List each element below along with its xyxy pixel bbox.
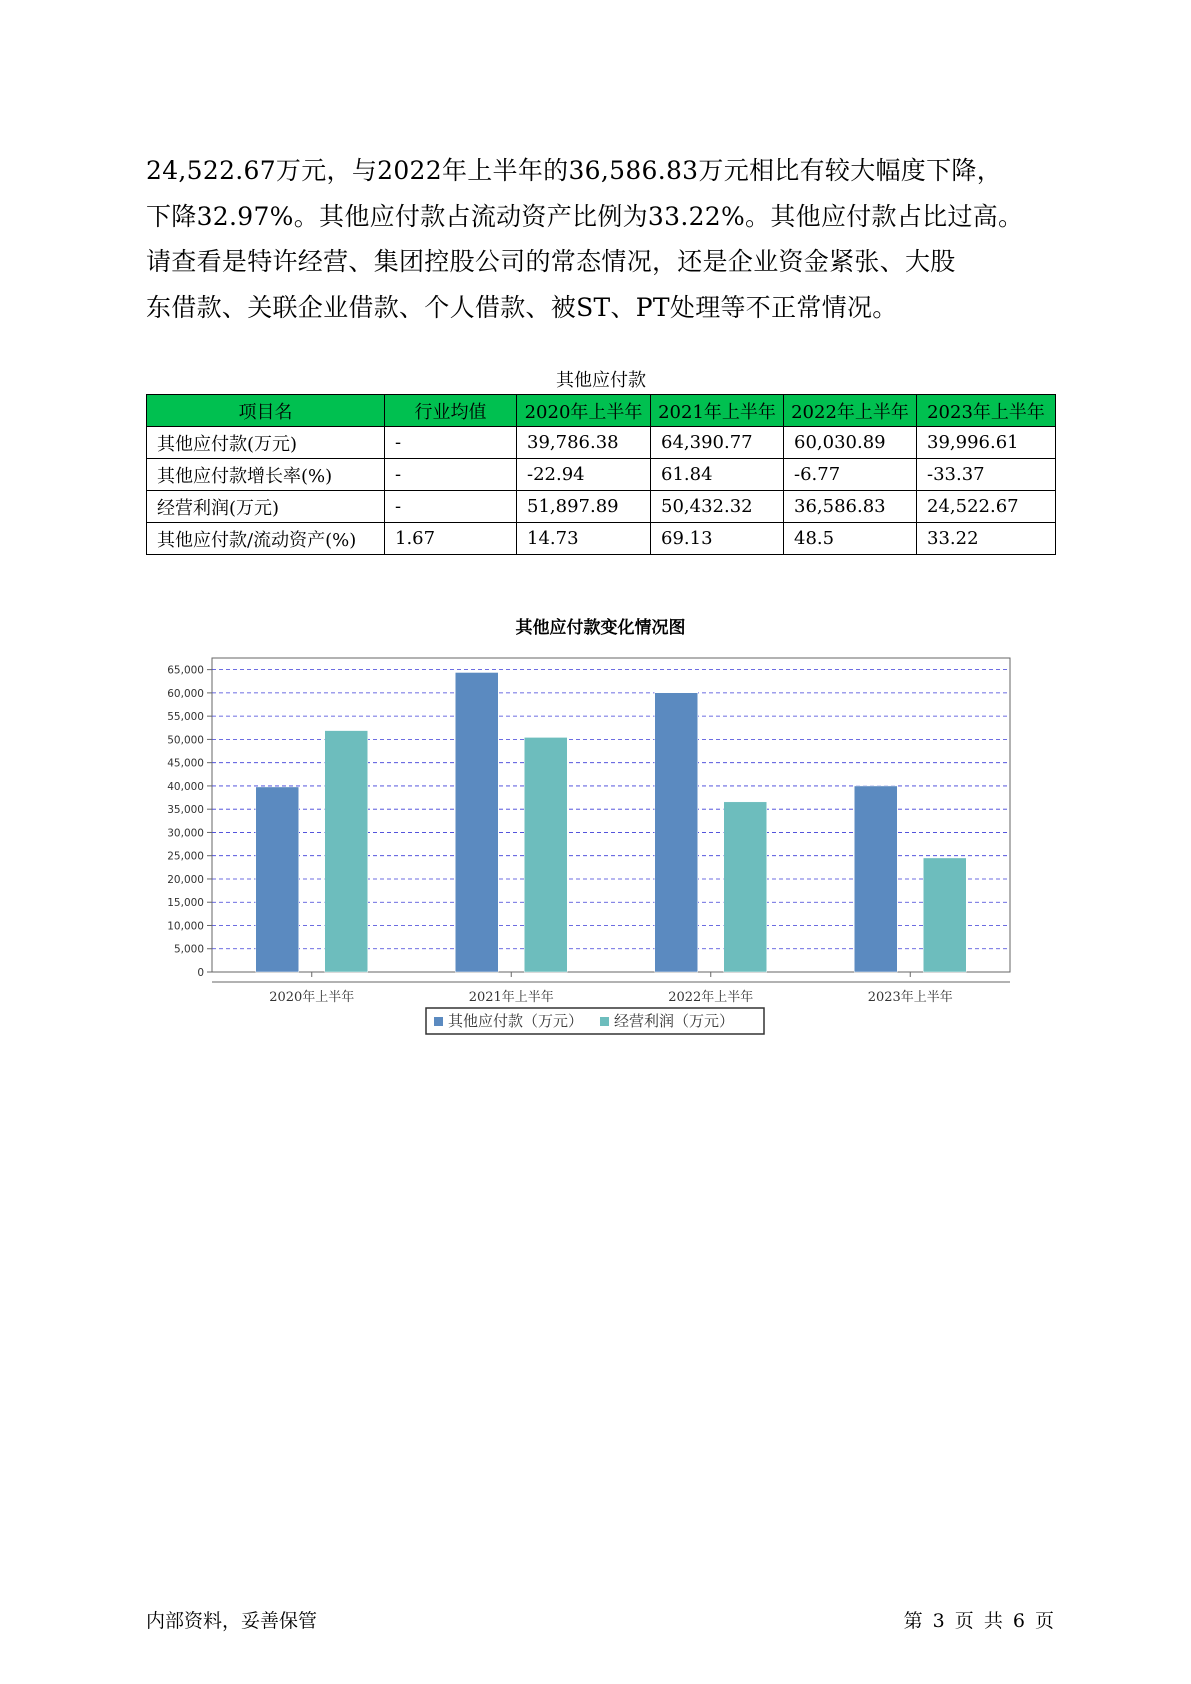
table-row bbox=[147, 491, 1056, 523]
bar bbox=[524, 737, 567, 972]
table-cell: 51,897.89 bbox=[517, 491, 651, 523]
table-cell: - bbox=[385, 459, 517, 491]
table-cell: 其他应付款/流动资产(%) bbox=[147, 523, 385, 555]
table-cell: 60,030.89 bbox=[784, 427, 917, 459]
paragraph-line: 请查看是特许经营、集团控股公司的常态情况，还是企业资金紧张、大股 bbox=[146, 247, 956, 276]
legend-swatch bbox=[434, 1017, 443, 1026]
header-cell: 2021年上半年 bbox=[651, 395, 784, 427]
table-row bbox=[147, 459, 1056, 491]
table-cell: 39,786.38 bbox=[517, 427, 651, 459]
x-tick-label: 2021年上半年 bbox=[468, 990, 554, 1005]
y-tick-label: 35,000 bbox=[167, 804, 204, 817]
y-tick-label: 25,000 bbox=[167, 850, 204, 863]
table-row bbox=[147, 523, 1056, 555]
bar bbox=[325, 731, 368, 972]
y-tick-label: 15,000 bbox=[167, 897, 204, 910]
payables-table bbox=[146, 394, 1056, 555]
table-cell: 39,996.61 bbox=[917, 427, 1056, 459]
bar bbox=[923, 858, 966, 972]
table-cell: -22.94 bbox=[517, 459, 651, 491]
y-tick-label: 65,000 bbox=[167, 664, 204, 677]
legend-swatch bbox=[600, 1017, 609, 1026]
table-cell: 33.22 bbox=[917, 523, 1056, 555]
table-cell: 经营利润(万元) bbox=[147, 491, 385, 523]
table-cell: - bbox=[385, 491, 517, 523]
header-cell: 2023年上半年 bbox=[917, 395, 1056, 427]
table-cell: 24,522.67 bbox=[917, 491, 1056, 523]
paragraph-line: 24,522.67万元，与2022年上半年的36,586.83万元相比有较大幅度下降， bbox=[146, 156, 1002, 185]
paragraph-line: 东借款、关联企业借款、个人借款、被ST、PT处理等不正常情况。 bbox=[146, 292, 898, 322]
y-tick-label: 20,000 bbox=[167, 873, 204, 886]
table-cell: -6.77 bbox=[784, 459, 917, 491]
header-cell: 行业均值 bbox=[385, 395, 517, 427]
y-tick-label: 60,000 bbox=[167, 687, 204, 700]
legend-label: 经营利润（万元） bbox=[614, 1012, 735, 1030]
table-cell: 其他应付款增长率(%) bbox=[147, 459, 385, 491]
table-cell: 61.84 bbox=[651, 459, 784, 491]
table-row bbox=[147, 427, 1056, 459]
bar bbox=[854, 786, 897, 972]
analysis-paragraph bbox=[146, 148, 1056, 330]
x-tick-label: 2023年上半年 bbox=[867, 990, 953, 1005]
bar bbox=[655, 693, 698, 972]
table-cell: 36,586.83 bbox=[784, 491, 917, 523]
table-cell: 64,390.77 bbox=[651, 427, 784, 459]
y-tick-label: 40,000 bbox=[167, 780, 204, 793]
y-tick-label: 10,000 bbox=[167, 920, 204, 933]
table-cell: 48.5 bbox=[784, 523, 917, 555]
x-tick-label: 2022年上半年 bbox=[668, 990, 754, 1005]
table-cell: 69.13 bbox=[651, 523, 784, 555]
chart-title: 其他应付款变化情况图 bbox=[515, 618, 686, 638]
header-cell: 2022年上半年 bbox=[784, 395, 917, 427]
table-cell: 其他应付款(万元) bbox=[147, 427, 385, 459]
y-tick-label: 50,000 bbox=[167, 734, 204, 747]
y-tick-label: 30,000 bbox=[167, 827, 204, 840]
header-cell: 项目名 bbox=[147, 395, 385, 427]
table-cell: 50,432.32 bbox=[651, 491, 784, 523]
footer-page-number: 第 3 页 共 6 页 bbox=[903, 1610, 1054, 1632]
paragraph-line: 下降32.97%。其他应付款占流动资产比例为33.22%。其他应付款占比过高。 bbox=[146, 201, 1024, 231]
y-tick-label: 5,000 bbox=[173, 943, 204, 956]
table-caption: 其他应付款 bbox=[556, 370, 646, 391]
x-tick-label: 2020年上半年 bbox=[269, 990, 355, 1005]
table-cell: 1.67 bbox=[385, 523, 517, 555]
bar bbox=[256, 787, 299, 972]
table-header-row bbox=[147, 395, 1056, 427]
y-tick-label: 45,000 bbox=[167, 757, 204, 770]
payables-bar-chart bbox=[146, 640, 1046, 1070]
table-cell: 14.73 bbox=[517, 523, 651, 555]
y-tick-label: 0 bbox=[197, 967, 204, 979]
bar bbox=[455, 672, 498, 972]
bar bbox=[724, 802, 767, 972]
table-cell: -33.37 bbox=[917, 459, 1056, 491]
header-cell: 2020年上半年 bbox=[517, 395, 651, 427]
footer-confidential: 内部资料，妥善保管 bbox=[146, 1610, 318, 1632]
table-cell: - bbox=[385, 427, 517, 459]
y-tick-label: 55,000 bbox=[167, 711, 204, 724]
legend-label: 其他应付款（万元） bbox=[448, 1012, 584, 1030]
